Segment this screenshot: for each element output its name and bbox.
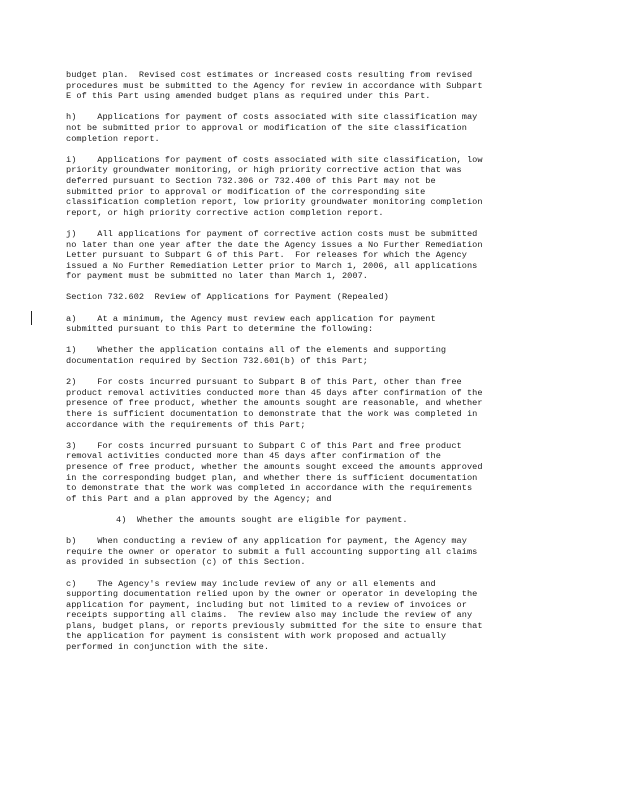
text-line: performed in conjunction with the site. <box>66 642 270 653</box>
paragraph-b <box>66 536 550 568</box>
paragraph-3 <box>66 441 550 505</box>
text-line: not be submitted prior to approval or modification of the site classification <box>66 122 467 133</box>
paragraph-j <box>66 229 550 282</box>
text-line: Section 732.602 Review of Applications for Payment (Repealed) <box>66 292 389 303</box>
text-line: receipts supporting all claims. The review also may include the review of any <box>66 610 473 621</box>
text-line: the application for payment is consistent with work proposed and actually <box>66 631 447 642</box>
text-line: procedures must be submitted to the Agency for review in accordance with Subpart <box>66 80 483 91</box>
paragraph-section <box>66 292 550 303</box>
text-line: issued a No Further Remediation Letter prior to March 1, 2006, all applications <box>66 260 478 271</box>
text-line: documentation required by Section 732.601(b) of this Part; <box>66 356 369 367</box>
text-line: in the corresponding budget plan, and whether there is sufficient documentation <box>66 472 478 483</box>
text-line: deferred pursuant to Section 732.306 or 732.400 of this Part may not be <box>66 175 436 186</box>
text-line: for payment must be submitted no later than March 1, 2007. <box>66 271 369 282</box>
text-line: priority groundwater monitoring, or high priority corrective action that was <box>66 165 462 176</box>
text-line: removal activities conducted more than 45 days after confirmation of the <box>66 451 441 462</box>
paragraph-h <box>66 112 550 144</box>
text-line: there is sufficient documentation to demonstrate that the work was completed in <box>66 409 478 419</box>
text-line: report, or high priority corrective action completion report. <box>66 207 384 218</box>
text-line: application for payment, including but not limited to a review of invoices or <box>66 599 467 610</box>
document-body <box>66 70 550 663</box>
paragraph-4 <box>66 515 550 526</box>
text-line: submitted pursuant to this Part to determine the following: <box>66 324 374 335</box>
text-line: c) The Agency's review may include review of any or all elements and <box>66 578 436 589</box>
text-line: j) All applications for payment of corrective action costs must be submitted <box>66 228 478 239</box>
paragraph-a <box>66 314 550 335</box>
text-line: 3) For costs incurred pursuant to Subpart C of this Part and free product <box>66 440 462 451</box>
paragraph-i <box>66 155 550 219</box>
text-line: plans, budget plans, or reports previously submitted for the site to ensure that <box>66 620 483 631</box>
text-line: Letter pursuant to Subpart G of this Part. For releases for which the Agency <box>66 250 467 261</box>
text-line: classification completion report, low priority groundwater monitoring completion <box>66 197 483 208</box>
paragraph-2 <box>66 377 550 430</box>
text-line: presence of free product, whether the amounts sought are reasonable, and whether <box>66 398 483 409</box>
text-line: accordance with the requirements of this Part; <box>66 419 306 430</box>
text-line: a) At a minimum, the Agency must review each application for payment <box>66 313 436 324</box>
text-line: product removal activities conducted more than 45 days after confirmation of the <box>66 387 483 398</box>
paragraph-budget <box>66 70 550 102</box>
text-line: 2) For costs incurred pursuant to Subpart B of this Part, other than free <box>66 377 462 388</box>
text-line: i) Applications for payment of costs associated with site classification, low <box>66 154 483 165</box>
text-line: as provided in subsection (c) of this Section. <box>66 557 306 568</box>
text-line: submitted prior to approval or modification of the corresponding site <box>66 186 426 197</box>
text-line: require the owner or operator to submit a full accounting supporting all claims <box>66 546 478 557</box>
text-line: budget plan. Revised cost estimates or increased costs resulting from revised <box>66 70 473 80</box>
paragraph-c <box>66 579 550 653</box>
text-line: 4) Whether the amounts sought are eligible for payment. <box>116 514 408 525</box>
text-line: of this Part and a plan approved by the Agency; and <box>66 493 332 504</box>
text-line: h) Applications for payment of costs associated with site classification may <box>66 112 478 123</box>
text-line: to demonstrate that the work was completed in accordance with the requirements <box>66 483 473 494</box>
text-line: 1) Whether the application contains all of the elements and supporting <box>66 345 447 356</box>
paragraph-1 <box>66 345 550 366</box>
text-line: supporting documentation relied upon by the owner or operator in developing the <box>66 589 478 600</box>
text-line: completion report. <box>66 133 160 144</box>
text-line: presence of free product, whether the amounts sought exceed the amounts approved <box>66 461 483 472</box>
text-line: no later than one year after the date the Agency issues a No Further Remediation <box>66 239 483 250</box>
text-line: E of this Part using amended budget plans as required under this Part. <box>66 91 431 102</box>
text-line: b) When conducting a review of any application for payment, the Agency may <box>66 536 467 547</box>
revision-change-bar <box>31 311 32 325</box>
